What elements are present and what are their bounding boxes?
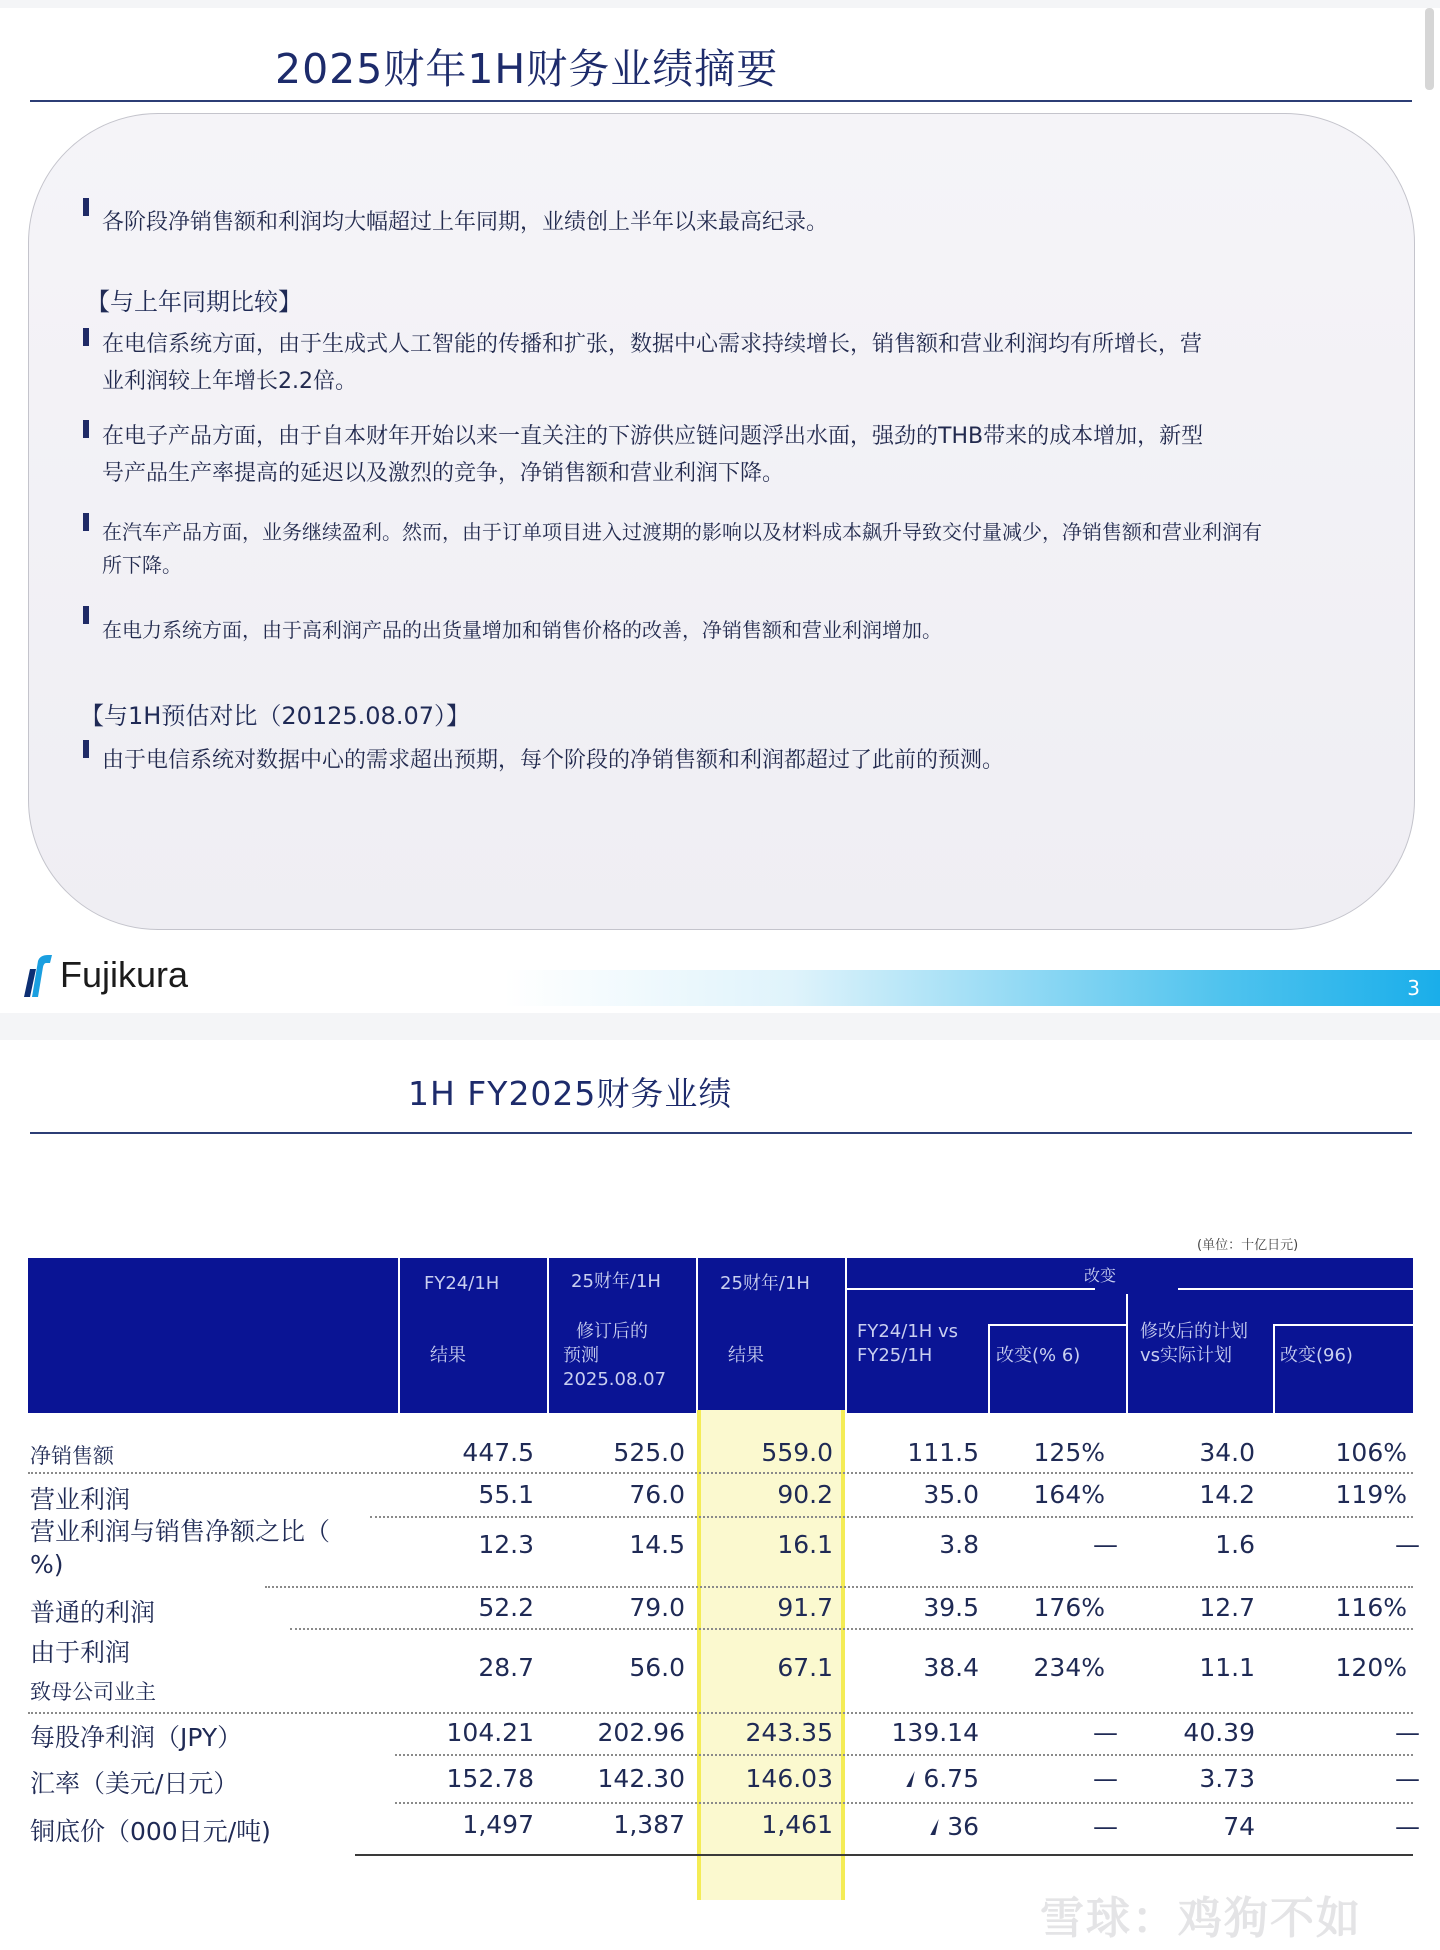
footer-band xyxy=(0,970,1440,1006)
cell-yoy-pct: 164% xyxy=(1033,1480,1105,1509)
row-label: 汇率（美元/日元） xyxy=(30,1769,239,1798)
cell-yoy: 39.5 xyxy=(923,1593,979,1622)
cell-fy24: 12.3 xyxy=(478,1530,534,1559)
cell-yoy: 3.8 xyxy=(939,1530,979,1559)
cell-plan: 11.1 xyxy=(1199,1653,1255,1682)
header-yoy-l1: FY24/1H vs xyxy=(857,1321,959,1342)
header-plan-l2: vs实际计划 xyxy=(1140,1345,1233,1366)
cell-plan: 14.2 xyxy=(1199,1480,1255,1509)
row-divider xyxy=(265,1586,1413,1588)
cell-fy24: 152.78 xyxy=(446,1764,534,1793)
cell-yoy-pct: — xyxy=(1093,1764,1118,1793)
title-divider xyxy=(30,1132,1412,1134)
watermark: 雪球：鸡狗不如 xyxy=(1040,1893,1362,1944)
results-slide xyxy=(0,1040,1440,1950)
cell-plan-pct: 120% xyxy=(1335,1653,1407,1682)
cell-plan-pct: — xyxy=(1395,1718,1420,1747)
bullet-marker xyxy=(83,513,89,531)
cell-fy24: 28.7 xyxy=(478,1653,534,1682)
fujikura-logo xyxy=(22,953,188,997)
bullet-marker xyxy=(83,420,89,438)
cell-forecast: 79.0 xyxy=(629,1593,685,1622)
cell-yoy-pct: 176% xyxy=(1033,1593,1105,1622)
cell-plan: 1.6 xyxy=(1215,1530,1255,1559)
cell-yoy: 111.5 xyxy=(907,1438,979,1467)
row-label-cont: %) xyxy=(30,1550,64,1579)
header-forecast-l3: 预测 xyxy=(563,1345,599,1366)
cell-plan-pct: — xyxy=(1395,1764,1420,1793)
cell-fy25: 91.7 xyxy=(777,1593,833,1622)
row-label: 营业利润与销售净额之比（ xyxy=(30,1517,331,1546)
unit-note: (单位：十亿日元) xyxy=(1197,1238,1299,1253)
cell-plan: 40.39 xyxy=(1183,1718,1255,1747)
cell-yoy-pct: 125% xyxy=(1033,1438,1105,1467)
cell-forecast: 142.30 xyxy=(597,1764,685,1793)
row-divider xyxy=(28,1712,1413,1714)
cell-yoy-pct: — xyxy=(1093,1812,1118,1841)
section-heading-forecast: 【与1H预估对比（20125.08.07）】 xyxy=(80,702,470,730)
cell-plan-pct: — xyxy=(1395,1812,1420,1841)
row-divider xyxy=(290,1628,1413,1630)
header-forecast-period: 25财年/1H xyxy=(571,1271,661,1292)
cell-forecast: 1,387 xyxy=(613,1810,685,1839)
slide-title: 2025财年1H财务业绩摘要 xyxy=(275,45,779,93)
header-plan-l1: 修改后的计划 xyxy=(1140,1321,1248,1342)
cell-forecast: 202.96 xyxy=(597,1718,685,1747)
bullet-power-line1: 在电力系统方面，由于高利润产品的出货量增加和销售价格的改善，净销售额和营业利润增加。 xyxy=(102,618,942,642)
cell-yoy-value: 6.75 xyxy=(923,1764,979,1793)
cell-fy24: 52.2 xyxy=(478,1593,534,1622)
header-change-group: 改变 xyxy=(1084,1266,1117,1285)
table-bottom-rule xyxy=(355,1854,1413,1856)
cell-yoy xyxy=(908,1764,979,1793)
row-label: 由于利润 xyxy=(30,1638,131,1667)
cell-plan-pct: — xyxy=(1395,1530,1420,1559)
header-yoy-l2: FY25/1H xyxy=(857,1345,933,1366)
bullet-marker xyxy=(83,606,89,624)
cell-yoy: 38.4 xyxy=(923,1653,979,1682)
row-divider xyxy=(370,1516,1413,1518)
cell-fy24: 1,497 xyxy=(462,1810,534,1839)
cell-plan-pct: 116% xyxy=(1335,1593,1407,1622)
cell-fy24: 55.1 xyxy=(478,1480,534,1509)
bullet-forecast-line1: 由于电信系统对数据中心的需求超出预期，每个阶段的净销售额和利润都超过了此前的预测。 xyxy=(102,748,1005,773)
cell-forecast: 56.0 xyxy=(629,1653,685,1682)
header-fy24-result: 结果 xyxy=(430,1345,466,1366)
cell-yoy-pct: — xyxy=(1093,1530,1118,1559)
cell-yoy-pct: 234% xyxy=(1033,1653,1105,1682)
cell-plan-pct: 119% xyxy=(1335,1480,1407,1509)
section-heading-yoy: 【与上年同期比较】 xyxy=(86,288,302,316)
cell-forecast: 525.0 xyxy=(613,1438,685,1467)
header-forecast-l2: 修订后的 xyxy=(576,1321,648,1342)
bullet-marker xyxy=(83,328,89,346)
bullet-marker xyxy=(83,198,89,216)
row-label: 每股净利润（JPY） xyxy=(30,1723,243,1752)
header-yoy-pct: 改变(% 6) xyxy=(996,1345,1081,1366)
logo-text: Fujikura xyxy=(60,954,189,995)
bullet-electronics-line2: 号产品生产率提高的延迟以及激烈的竞争，净销售额和营业利润下降。 xyxy=(102,461,785,486)
row-label: 铜底价（000日元/吨) xyxy=(30,1817,271,1846)
page-number: 3 xyxy=(1407,976,1420,1000)
cell-fy25: 90.2 xyxy=(777,1480,833,1509)
cell-fy25: 243.35 xyxy=(745,1718,833,1747)
negative-triangle-icon xyxy=(907,1771,915,1787)
negative-triangle-icon xyxy=(930,1819,938,1835)
table-header xyxy=(28,1258,1413,1413)
row-divider xyxy=(395,1754,1413,1756)
header-plan-pct: 改变(96) xyxy=(1280,1345,1353,1366)
slide-title: 1H FY2025财务业绩 xyxy=(408,1074,733,1113)
bullet-automotive-line2: 所下降。 xyxy=(102,553,182,577)
cell-yoy xyxy=(932,1812,979,1841)
cell-plan: 74 xyxy=(1223,1812,1255,1841)
row-label: 普通的利润 xyxy=(30,1598,156,1627)
header-fy25-period: 25财年/1H xyxy=(720,1273,810,1294)
cell-fy24: 447.5 xyxy=(462,1438,534,1467)
row-divider xyxy=(28,1472,1413,1474)
cell-fy25: 16.1 xyxy=(777,1530,833,1559)
header-forecast-l4: 2025.08.07 xyxy=(563,1369,667,1390)
cell-plan-pct: 106% xyxy=(1335,1438,1407,1467)
bullet-electronics-line1: 在电子产品方面，由于自本财年开始以来一直关注的下游供应链问题浮出水面，强劲的THB带来的成本增加，新型 xyxy=(102,424,1204,449)
cell-yoy: 35.0 xyxy=(923,1480,979,1509)
bullet-telecom-line1: 在电信系统方面，由于生成式人工智能的传播和扩张，数据中心需求持续增长，销售额和营业利润均有所增长，营 xyxy=(102,332,1203,357)
bullet-telecom-line2: 业利润较上年增长2.2倍。 xyxy=(102,369,357,394)
header-fy24-period: FY24/1H xyxy=(424,1273,500,1294)
cell-yoy: 139.14 xyxy=(891,1718,979,1747)
row-label: 净销售额 xyxy=(30,1444,114,1468)
scrollbar[interactable] xyxy=(1425,8,1434,90)
cell-plan: 34.0 xyxy=(1199,1438,1255,1467)
cell-fy25: 67.1 xyxy=(777,1653,833,1682)
cell-yoy-value: 36 xyxy=(947,1812,979,1841)
cell-fy25: 1,461 xyxy=(761,1810,833,1839)
lead-text: 各阶段净销售额和利润均大幅超过上年同期，业绩创上半年以来最高纪录。 xyxy=(102,210,829,235)
cell-fy24: 104.21 xyxy=(446,1718,534,1747)
bullet-automotive-line1: 在汽车产品方面，业务继续盈利。然而，由于订单项目进入过渡期的影响以及材料成本飙升导致交付量减少，净销售额和营业利润有 xyxy=(102,520,1262,544)
row-label: 营业利润 xyxy=(30,1485,131,1514)
cell-plan: 12.7 xyxy=(1199,1593,1255,1622)
cell-fy25: 146.03 xyxy=(745,1764,833,1793)
cell-fy25: 559.0 xyxy=(761,1438,833,1467)
row-label-cont: 致母公司业主 xyxy=(30,1680,156,1704)
title-divider xyxy=(30,100,1412,102)
fujikura-logo-icon xyxy=(22,953,52,997)
cell-yoy-pct: — xyxy=(1093,1718,1118,1747)
row-divider xyxy=(395,1802,1413,1804)
bullet-marker xyxy=(83,740,89,758)
cell-forecast: 76.0 xyxy=(629,1480,685,1509)
header-fy25-result: 结果 xyxy=(728,1345,764,1366)
cell-plan: 3.73 xyxy=(1199,1764,1255,1793)
summary-slide xyxy=(0,8,1440,1013)
cell-forecast: 14.5 xyxy=(629,1530,685,1559)
